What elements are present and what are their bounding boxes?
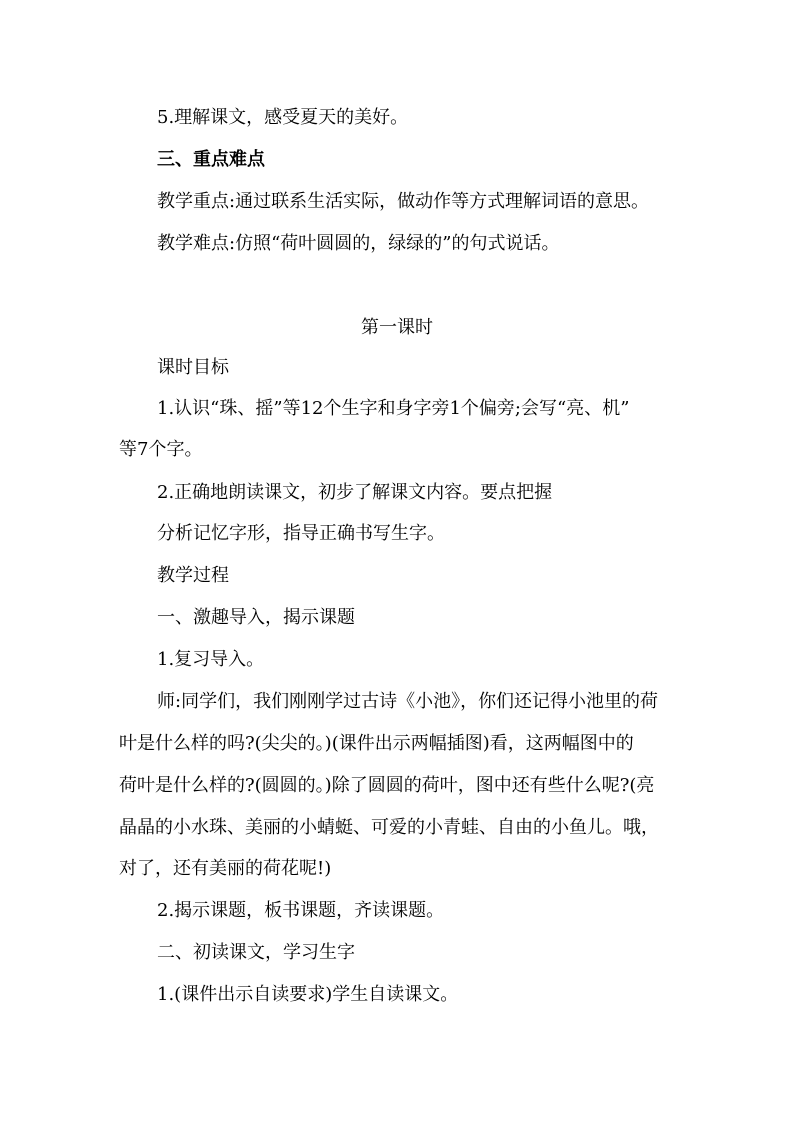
teaching-process-label: 教学过程 (157, 565, 229, 586)
teacher-dialogue-line-5: 对了，还有美丽的荷花呢!) (119, 858, 332, 879)
objective-5: 5.理解课文，感受夏天的美好。 (157, 107, 409, 128)
goal-2: 2.正确地朗读课文，初步了解课文内容。要点把握 (157, 482, 553, 503)
teaching-difficulty: 教学难点:仿照“荷叶圆圆的，绿绿的”的句式说话。 (157, 233, 560, 254)
teacher-dialogue-line-1: 师:同学们，我们刚刚学过古诗《小池》，你们还记得小池里的荷 (157, 691, 659, 712)
teaching-focus: 教学重点:通过联系生活实际，做动作等方式理解词语的意思。 (157, 191, 650, 212)
goal-1-line-2: 等7个字。 (119, 439, 203, 460)
section-heading-key-points: 三、重点难点 (157, 149, 265, 170)
teacher-dialogue-line-4: 晶晶的小水珠、美丽的小蜻蜓、可爱的小青蛙、自由的小鱼儿。哦， (119, 817, 659, 838)
step-1-heading: 一、激趣导入，揭示课题 (157, 607, 355, 628)
teacher-dialogue-line-3: 荷叶是什么样的?(圆圆的。)除了圆圆的荷叶，图中还有些什么呢?(亮 (119, 775, 655, 796)
goal-1-line-1: 1.认识“珠、摇”等12个生字和身字旁1个偏旁;会写“亮、机” (157, 398, 630, 419)
key-grasp: 分析记忆字形，指导正确书写生字。 (157, 523, 445, 544)
teacher-dialogue-line-2: 叶是什么样的吗?(尖尖的。)(课件出示两幅插图)看，这两幅图中的 (119, 733, 634, 754)
step-2-heading: 二、初读课文，学习生字 (157, 942, 355, 963)
step-1-2: 2.揭示课题，板书课题，齐读课题。 (157, 900, 445, 921)
step-1-1: 1.复习导入。 (157, 649, 265, 670)
lesson-goals-label: 课时目标 (157, 357, 229, 378)
step-2-1: 1.(课件出示自读要求)学生自读课文。 (157, 984, 459, 1005)
lesson-title: 第一课时 (361, 317, 433, 338)
